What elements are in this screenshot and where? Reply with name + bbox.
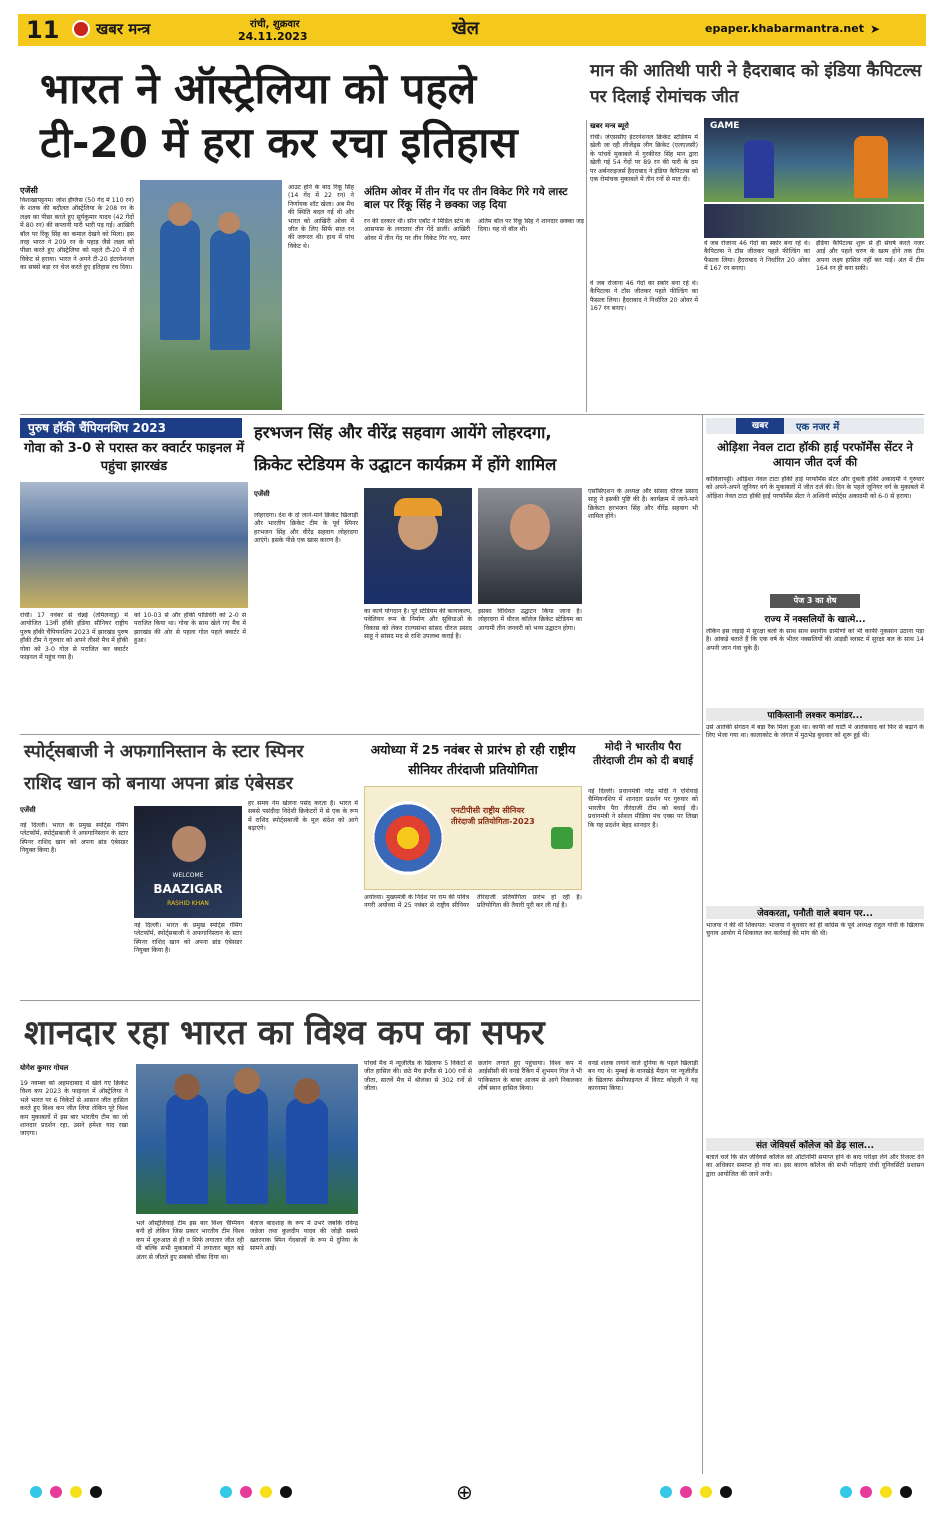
lead-photo <box>140 180 282 410</box>
sehwag-photo <box>478 488 582 604</box>
sportsbaazi-body-2: हर समय नेम खेलना पसंद करता है। भारत में सबसे पसंदीदा विदेशी क्रिकेटरों में से एक के रूप में राशिद स्पोर्ट्सबाजी के मूल संदेश को आगे बढ़ाएंगे। <box>248 800 358 833</box>
brand-name: खबर मन्त्र <box>96 20 151 38</box>
registration-target-icon: ⊕ <box>456 1480 473 1504</box>
reg-mark-cyan-4 <box>840 1486 852 1498</box>
eknazar-tag-label-2: एक नजर में <box>796 422 840 433</box>
photo-text-1: WELCOME <box>172 872 204 879</box>
section-title: खेल <box>452 18 479 39</box>
reg-mark-cyan-3 <box>660 1486 672 1498</box>
eknazar-body: कोविलापट्टी। ओड़िशा नेवल टाटा हॉकी हाई परफॉर्मेंस सेंटर और दुबली हॉकी अकादमी ने गुरुवार को अपने-अपने जूनियर वर्ग के मुकाबलों में जीत दर्ज की। दिन के पहले जूनियर वर्ग के मुकाबले में ओड़िशा नेवल टाटा हॉकी हाई परफॉर्मेंस सेंटर ने अश्विनी स्पोर्ट्स अकादमी को 6-0 से हराया। <box>706 476 924 500</box>
harbhajan-agency: एजेंसी <box>254 490 270 498</box>
worldcup-body-2: भले ऑस्ट्रेलियाई टीम इस बार विश्व चैम्पियन बनी हो लेकिन जिस प्रकार भारतीय टीम विश्व कप में शुरुआत से ही न सिर्फ लगातार जीत रही थी बल्कि सभी मुकाबलों में लगातार बहुत बड़े अंतर से जीतते हुए सबको चौंका दिया था। <box>136 1220 244 1261</box>
harbhajan-body-2: का कार्य योगदान है। पूरे स्टेडियम की कायाकल्प, पवेलियन रूम के निर्माण और सुविधाओं के विकास को लेकर राज्यसभा सांसद धीरज प्रसाद साहू ने सांसद मद से राशि उपलब्ध कराई है। <box>364 608 472 641</box>
reg-mark-magenta-3 <box>680 1486 692 1498</box>
scoreboard-label: GAME <box>710 121 740 131</box>
desh-body-3: भाजपा ने की थी शिकायत: भाजपा ने बुधवार को ही कांग्रेस के पूर्व अध्यक्ष राहुल गांधी के खिलाफ चुनाव आयोग में शिकायत कर कार्रवाई की मांग की थी। <box>706 922 924 938</box>
sportsbaazi-headline-line-1: स्पोर्ट्सबाजी ने अफगानिस्तान के स्टार स्पिनर <box>24 742 304 762</box>
sportsbaazi-body-1: नई दिल्ली। भारत के प्रमुख स्पोर्ट्स गेमिंग प्लेटफॉर्म, स्पोर्ट्सबाजी ने अफगानिस्तान के स्टार स्पिनर राशिद खान को अपना ब्रांड एंबेसडर नियुक्त किया है। <box>20 822 128 855</box>
reg-mark-yellow-3 <box>700 1486 712 1498</box>
reg-mark-black <box>90 1486 102 1498</box>
ipl-body-1b: वे जब रोजाना 46 गेंदों का स्कोर बना रहे थे। कैपिटल्स ने टॉस जीतकर पहले फील्डिंग का फैसला लिया। हैदराबाद ने निर्धारित 20 ओवर में 167 रन बनाए। <box>590 280 698 313</box>
lead-body-1: विशाखापट्टनम। जोश इंग्लिस (50 गेंद में 110 रन) के शतक की बदौलत ऑस्ट्रेलिया के 208 रन के लक्ष्य का पीछा करते हुए सूर्यकुमार यादव (42 गेंदों में 80 रन) की कप्तानी पारी भारी पड़ गई। आखिरी बॉल पर रिंकू सिंह का कमाल देखने को मिला। इस तरह भारत ने 209 रन के पहाड़ जैसे लक्ष्य को पीछा करते हुए ऑस्ट्रेलिया को पहले टी-20 में दो विकेट से हराया। भारत ने अपने टी-20 इंटरनेशनल का सबसे बड़ा रन चेज करते हुए इतिहास रच दिया। <box>20 197 134 272</box>
dateline-date: 24.11.2023 <box>238 30 308 43</box>
photo-text-2: BAAZIGAR <box>153 882 223 896</box>
ipl-photo-2 <box>704 204 924 238</box>
lead-body-2: आउट होने के बाद रिंकू सिंह (14 गेंद में 22 रन) ने निर्णायक शॉट खेला। अब मैच की स्थिति बदल गई थी और भारत को आखिरी ओवर में जीत के लिए सिर्फ सात रन की जरूरत थी। हाथ में पांच विकेट थे। <box>288 184 354 250</box>
sportsbaazi-body-1b: नई दिल्ली। भारत के प्रमुख स्पोर्ट्स गेमिंग प्लेटफॉर्म, स्पोर्ट्सबाजी ने अफगानिस्तान के स्टार स्पिनर राशिद खान को अपना ब्रांड एंबेसडर नियुक्त किया है। <box>134 922 242 955</box>
reg-mark-black-3 <box>720 1486 732 1498</box>
lead-body-3: रन की दरकार थी। सीन एबॉट ने मिडिल स्टंप के आसपास के लगातार तीन गेंदें डालीं। आखिरी ओवर में तीन गेंद पर तीन विकेट गिर गए, मगर अंतिम बॉल पर रिंकू सिंह ने शानदार छक्का जड़ दिया। यह नो बॉल थी। <box>364 218 584 242</box>
desh-heading-4: संत जेवियर्स कॉलेज को डेढ़ साल... <box>706 1138 924 1151</box>
hockey-team-photo <box>20 482 248 608</box>
archery-headline: अयोध्या में 25 नवंबर से प्रारंभ हो रही राष्ट्रीय सीनियर तीरंदाजी प्रतियोगिता <box>370 742 576 777</box>
worldcup-body-6: वनडे शतक लगाने वाले दुनिया के पहले खिलाड़ी बन गए थे। मुम्बई के वानखेड़े मैदान पर न्यूजीलैंड के खिलाफ सेमीफाइनल में विराट कोहली ने यह कारनामा किया। <box>588 1060 698 1093</box>
sportsbaazi-agency: एजेंसी <box>20 806 36 814</box>
sportsbaazi-headline-line-2: राशिद खान को बनाया अपना ब्रांड एंबेसडर <box>24 774 293 794</box>
reg-mark-yellow-4 <box>880 1486 892 1498</box>
harbhajan-body-4: एसोसिएशन के अध्यक्ष और सांसद धीरज प्रसाद साहू ने इसकी पुष्टि की है। कार्यक्रम में जाने-माने क्रिकेटर हरभजन सिंह और वीरेंद्र सहवाग भी शामिल होंगे। <box>588 488 698 521</box>
harbhajan-headline-line-1: हरभजन सिंह और वीरेंद्र सहवाग आयेंगे लोहरदगा, <box>254 423 552 442</box>
desh-tag: पेज 3 का शेष <box>770 594 860 608</box>
worldcup-body-3: बेताज बादशाह के रूप में उभरे जबकि रविन्द्र जडेजा तथा कुलदीप यादव की जोड़ी सबसे खतरनाक स्पिन गेंदबाजों के रूप में दुनिया के सामने आई। <box>250 1220 358 1253</box>
reg-mark-cyan-2 <box>220 1486 232 1498</box>
rule-ipl <box>586 120 587 412</box>
brand-logo-icon <box>72 20 90 38</box>
hockey-body-2: को 10-03 से और हॉकी पांडिचेरी को 2-0 से पराजित किया था। गोवा के साथ खेले गए मैच में झारखंड की ओर से पहला गोल पहले क्वार्टर में हुआ। <box>134 612 246 645</box>
lead-headline-line-2: टी-20 में हरा कर रचा इतिहास <box>40 118 518 167</box>
epaper-url[interactable]: epaper.khabarmantra.net <box>705 22 864 35</box>
eknazar-tag-label: खबर <box>736 418 784 434</box>
hockey-band: पुरुष हॉकी चैंपियनशिप 2023 <box>20 418 242 438</box>
reg-mark-magenta-4 <box>860 1486 872 1498</box>
color-registration-strip <box>20 1480 924 1504</box>
lead-subheadline: अंतिम ओवर में तीन गेंद पर तीन विकेट गिरे गये लास्ट बाल पर रिंकू सिंह ने छक्का जड़ दिया <box>364 186 568 211</box>
archery-banner <box>364 786 582 890</box>
desh-heading-3: जेवकरता, पनौती वाले बयान पर... <box>706 906 924 919</box>
rule-top <box>20 414 924 415</box>
worldcup-body-1: 19 नवम्बर को अहमदाबाद में खेले गए क्रिकेट विश्व कप 2023 के फाइनल में ऑस्ट्रेलिया ने भले भारत पर 6 विकेटों से आसान जीत हासिल करते हुए विश्व कप जीत लिया लेकिन पूरे विश्व कप मुकाबलों में इस बार भारतीय टीम का जो शानदार प्रदर्शन रहा, उसने हमेशा याद रखा जाएगा। <box>20 1080 128 1138</box>
cursor-icon: ➤ <box>870 22 881 36</box>
ipl-bureau: खबर मन्त्र ब्यूरो <box>590 122 629 130</box>
reg-mark-yellow <box>70 1486 82 1498</box>
reg-mark-black-2 <box>280 1486 292 1498</box>
reg-mark-magenta <box>50 1486 62 1498</box>
desh-body-2: उसे आतंकी संगठन में बड़ा रैंक मिला हुआ था। काफी को घाटी में आतंकवाद को फिर से बढ़ाने के लिए भेजा गया था। कालाकोट के जंगल में मुठभेड़ बुधवार को शुरू हुई थी। <box>706 724 924 740</box>
modi-headline: मोदी ने भारतीय पैरा तीरंदाजी टीम को दी बधाई <box>592 741 694 767</box>
reg-mark-yellow-2 <box>260 1486 272 1498</box>
rule-wc <box>20 1000 700 1001</box>
desh-body-1: लेकिन इस लड़ाई में सुरक्षा बलों के साथ साथ स्थानीय ग्रामीणों को भी काफी नुकसान उठाना पड़ा है। आंकड़े बताते हैं कि एक वर्ष के भीतर नक्सलियों की आइडी ब्लास्ट में सुरक्षा बल के साथ 14 अपनी जान गंवा चुके हैं। <box>706 628 924 652</box>
worldcup-team-photo <box>136 1064 358 1214</box>
worldcup-body-5: छलांग लगाते हुए पहुंचाया। विश्व कप में आईसीसी की वनडे रैंकिंग में शुभमन गिल ने भी पाकिस्तान के बाबर आजम से आगे निकलकर शीर्ष स्थान हासिल किया। <box>478 1060 582 1093</box>
ipl-photo <box>704 118 924 202</box>
photo-text-3: RASHID KHAN <box>167 900 209 907</box>
harbhajan-photo <box>364 488 472 604</box>
hockey-headline: गोवा को 3-0 से परास्त कर क्वार्टर फाइनल में पहुंचा झारखंड <box>23 441 245 474</box>
rule-right-col <box>702 414 703 1474</box>
ipl-body-2: वे जब रोजाना 46 गेंदों का स्कोर बना रहे थे। कैपिटल्स ने टॉस जीतकर पहले फील्डिंग का फैसला लिया। हैदराबाद ने निर्धारित 20 ओवर में 167 रन बनाए। <box>704 240 810 273</box>
ipl-body-1: रांची। जेएससीए इंटरनेशनल क्रिकेट स्टेडियम में खेली जा रही लीजेंड्स लीग क्रिकेट (एलएलसी) के पांचवें मुकाबले में गुरकीरत सिंह मान द्वारा खेली गई 54 गेंदों पर 89 रन की पारी के दम पर अर्बनराइजर्स हैदराबाद ने इंडिया कैपिटल्स को एक रोमांचक मुकाबले में तीन रनों से मात दी। <box>590 134 698 184</box>
eknazar-headline: ओड़िशा नेवल टाटा हॉकी हाई परफॉर्मेंस सेंटर ने आयान जीत दर्ज की <box>717 440 913 469</box>
hockey-body-1: रांची। 17 नवंबर से चेन्नई (तमिलनाडु) में आयोजित 13वीं हॉकी इंडिया सीनियर राष्ट्रीय पुरुष हॉकी चैंपियनशिप 2023 में झारखंड पुरुष हॉकी टीम ने गुरुवार को अपने तीसरे मैच में हॉकी गोवा को 3-0 गोल से पराजित कर क्वार्टर फाइनल में पहुंच गया है। <box>20 612 128 662</box>
reg-mark-cyan <box>30 1486 42 1498</box>
ipl-headline: मान की आतिथी पारी ने हैदराबाद को इंडिया कैपिटल्स पर दिलाई रोमांचक जीत <box>590 61 922 107</box>
harbhajan-body-3: इसका विधिवत उद्घाटन किया जाना है। लोहरदगा में धीरज कॉलेज क्रिकेट स्टेडियम का आगामी तीन जनवरी को भव्य उद्घाटन होगा। <box>478 608 582 632</box>
desh-heading-1: राज्य में नक्सलियों के खात्मे... <box>764 615 866 625</box>
page-number: 11 <box>26 16 60 44</box>
archery-body: अयोध्या। मुख्यमंत्री के निर्देश पर राम की पवित्र नगरी अयोध्या में 25 नवंबर से राष्ट्रीय सीनियर तीरंदाजी प्रतियोगिता प्रारंभ हो रही है। प्रतियोगिता की तैयारी पूरी कर ली गई है। <box>364 894 582 910</box>
worldcup-body-4: पांचवें मैच में न्यूजीलैंड के खिलाफ 5 विकेटों से जीत हासिल की। छठे मैच इंग्लैंड से 100 रनों से जीता, सातवें मैच में श्रीलंका से 302 रनों से जीता। <box>364 1060 472 1093</box>
harbhajan-body-1: लोहरदगा। देश के दो जाने-माने क्रिकेट खिलाड़ी और भारतीय क्रिकेट टीम के पूर्व स्पिनर हरभजन सिंह और वीरेंद्र सहवाग लोहरदगा आएंगे। इसके पीछे एक खास कारण है। <box>254 512 358 545</box>
lead-agency: एजेंसी <box>20 186 38 195</box>
desh-body-4: बताते चलें कि संत जेवियर्स कॉलेज को ऑटोनॉमी समाप्त होने के बाद परीक्षा लेने और रिजल्ट देने का अधिकार समाप्त हो गया था। इस कारण कॉलेज की सभी परीक्षाएं रांची यूनिवर्सिटी प्रशासन द्वारा आयोजित की जाने लगी। <box>706 1154 924 1178</box>
harbhajan-headline-line-2: क्रिकेट स्टेडियम के उद्घाटन कार्यक्रम में होंगे शामिल <box>254 455 557 474</box>
rashid-khan-photo <box>134 806 242 918</box>
archery-banner-text: एनटीपीसी राष्ट्रीय सीनियर तीरंदाजी प्रतियोगिता-2023 <box>451 806 535 826</box>
reg-mark-black-4 <box>900 1486 912 1498</box>
lead-headline-line-1: भारत ने ऑस्ट्रेलिया को पहले <box>40 64 477 113</box>
modi-body: नई दिल्ली। प्रधानमंत्री नरेंद्र मोदी ने एशियाई चैम्पियनशिप में शानदार प्रदर्शन पर गुरुवार को भारतीय पैरा तीरंदाजी टीम को बधाई दी। प्रधानमंत्री ने सोशल मीडिया मंच एक्स पर लिखा कि यह प्रदर्शन बेहद शानदार है। <box>588 788 698 829</box>
worldcup-byline: योगेश कुमार गोयल <box>20 1064 69 1072</box>
dateline-city-day: रांची, शुक्रवार <box>250 19 300 30</box>
worldcup-headline: शानदार रहा भारत का विश्व कप का सफर <box>24 1013 545 1053</box>
rule-mid <box>20 734 700 735</box>
reg-mark-magenta-2 <box>240 1486 252 1498</box>
desh-heading-2: पाकिस्तानी लश्कर कमांडर... <box>706 708 924 721</box>
ipl-body-3: इंडिया कैपिटल्स शुरू से ही संघर्ष करते नजर आई और पहले चरण के खत्म होने तक टीम अपना लक्ष्य हासिल नहीं कर पाई। अंत में टीम 164 रन ही बना सकी। <box>816 240 924 273</box>
